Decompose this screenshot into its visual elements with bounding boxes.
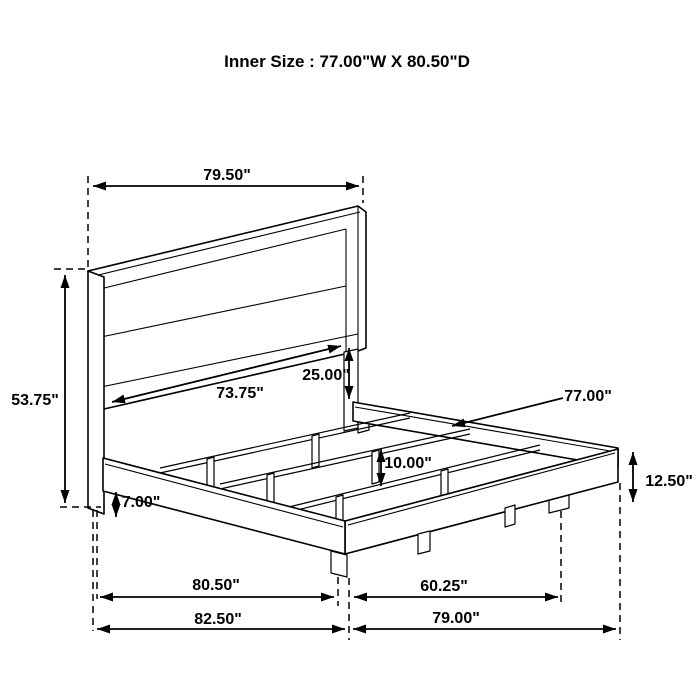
dim-label-79-00: 79.00" [432, 610, 480, 627]
dim-label-7-00: 7.00" [121, 494, 161, 511]
dim-overall-width [353, 610, 616, 629]
dim-label-53-75: 53.75" [11, 392, 59, 409]
dim-inner-depth [100, 577, 334, 597]
dim-label-80-50: 80.50" [192, 577, 240, 594]
dim-rail-leg-height [116, 492, 160, 517]
dim-label-10-00: 10.00" [384, 455, 432, 472]
dim-label-73-75: 73.75" [216, 385, 264, 402]
front-corner-leg [331, 551, 347, 577]
headboard-left-leg [88, 271, 104, 514]
dim-overall-depth [97, 611, 345, 629]
dim-label-25-00: 25.00" [302, 367, 350, 384]
dim-headboard-height [11, 275, 65, 503]
dim-leg-span [354, 578, 558, 597]
slat-leg [372, 450, 379, 484]
dim-footboard-height [633, 452, 693, 502]
diagram-title: Inner Size : 77.00"W X 80.50"D [224, 52, 470, 71]
dim-label-12-50: 12.50" [645, 473, 693, 490]
dim-label-79-50: 79.50" [203, 167, 251, 184]
slat-2 [220, 429, 470, 507]
dim-headboard-width [93, 167, 359, 186]
dim-label-77-00: 77.00" [564, 388, 612, 405]
footboard-leg [418, 531, 430, 554]
dim-slat-spacing [381, 449, 432, 486]
footboard-leg [505, 505, 515, 527]
dim-inner-width [452, 388, 612, 426]
dim-label-60-25: 60.25" [420, 578, 468, 595]
dim-label-82-50: 82.50" [194, 611, 242, 628]
